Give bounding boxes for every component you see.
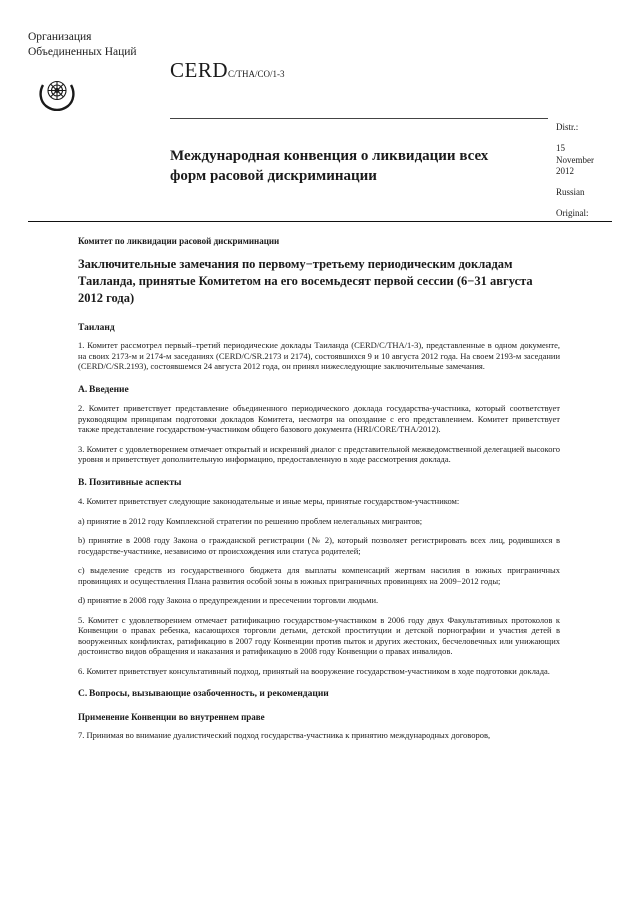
list-item-c: c) выделение средств из государственного бюджета для выплаты компенсаций жертвам насилия в южных приграничных провинциях и осуществления Плана развития особой зоны в южных приграничных провинциях на 2009−2012 годы; <box>78 565 560 586</box>
section-c-title: Вопросы, вызывающие озабоченность, и рекомендации <box>89 689 329 699</box>
list-item-a: a) принятие в 2012 году Комплексной стратегии по решению проблем нелегальных мигрантов; <box>78 515 423 526</box>
doc-symbol-small: C/THA/CO/1-3 <box>228 69 285 79</box>
header-rule <box>170 118 548 119</box>
paragraph-5: 5. Комитет с удовлетворением отмечает ратификацию государством-участником в 2006 году двух Факультативных протоколов к Конвенции о правах ребенка, касающихся торговли детьми, детской проституции и детской порнографии и участия детей в вооруженных конфликтах, ратификацию в 2007 году Конвенции против пыток и других жестоких, бесчеловечных или унижающих достоинство видов обращения и наказания и ратификацию в 2008 году Конвенции о правах инвалидов. <box>78 614 560 656</box>
meta-date-line3: 2012 <box>556 165 574 176</box>
section-c-label: C. <box>78 689 88 699</box>
section-b-title: Позитивные аспекты <box>89 477 182 488</box>
paragraph-7: 7. Принимая во внимание дуалистический подход государства-участника к принятию международных договоров, <box>78 730 491 740</box>
country-heading: Таиланд <box>78 322 115 333</box>
list-item-b: b) принятие в 2008 году Закона о гражданской регистрации (№ 2), который позволяет регистрировать всех лиц, родившихся в государстве-участнике, независимо от происхождения или статуса родителей; <box>78 535 560 556</box>
convention-title: Международная конвенция о ликвидации всех форм расовой дискриминации <box>170 148 489 185</box>
committee-name: Комитет по ликвидации расовой дискриминации <box>78 236 280 246</box>
document-body <box>78 236 560 750</box>
un-org-name-line1: Организация <box>28 31 92 43</box>
meta-date-line2: November <box>556 154 594 165</box>
section-a-heading <box>78 385 560 396</box>
section-a-label: A. <box>78 384 88 395</box>
section-b-label: B. <box>78 477 87 488</box>
doc-symbol <box>170 58 285 83</box>
un-org-name-line2: Объединенных Наций <box>28 45 137 58</box>
paragraph-6: 6. Комитет приветствует консультативный подход, принятый на вооружение государством-участником в ходе подготовки доклада. <box>78 665 550 676</box>
doc-symbol-large: CERD <box>170 58 229 82</box>
list-item-d: d) принятие в 2008 году Закона о предупреждении и пресечении торговли людьми. <box>78 595 379 605</box>
paragraph-1: 1. Комитет рассмотрел первый–третий периодические доклады Таиланда (CERD/C/THA/1-3), представленные в одном документе, на своих 2173-м и 2174-м заседаниях (CERD/C/SR.2173 и 2174), состоявшихся 9 и 10 августа 2012 года. На своем 2193-м заседании (CERD/C/SR.2193), состоявшемся 24 августа 2012 года, он принял нижеследующие заключительные замечания. <box>78 340 560 371</box>
title-rule <box>28 221 612 222</box>
section-c-heading <box>78 689 560 700</box>
meta-language: Russian <box>556 187 585 197</box>
meta-distr-label: Distr.: <box>556 122 579 132</box>
paragraph-4: 4. Комитет приветствует следующие законодательные и иные меры, принятые государством-участником: <box>78 496 460 506</box>
section-a-title: Введение <box>89 384 129 395</box>
subheading-domestic-law: Применение Конвенции во внутреннем праве <box>78 711 265 722</box>
document-heading: Заключительные замечания по первому−третьему периодическим докладам Таиланда, принятые Комитетом на его восемьдесят первой сессии (6−31 августа 2012 года) <box>78 256 533 305</box>
meta-column <box>556 122 634 220</box>
paragraph-3: 3. Комитет с удовлетворением отмечает открытый и искренний диалог с представительной межведомственной делегацией высокого уровня и приветствует дополнительную информацию, предоставленную в ходе рассмотрения доклада. <box>78 443 560 464</box>
section-b-heading <box>78 478 560 489</box>
meta-date-line1: 15 <box>556 143 565 154</box>
paragraph-2: 2. Комитет приветствует представление объединенного периодического доклада государства-участника, который соответствует руководящим принципам подготовки докладов Комитета, несмотря на опоздание с его представлением. Комитет приветствует также представление государством-участником общего базового документа (HRI/CORE/THA/2012). <box>78 403 560 434</box>
un-emblem-icon <box>34 78 80 116</box>
un-org-name <box>28 30 137 60</box>
meta-original-label: Original: <box>556 208 589 219</box>
